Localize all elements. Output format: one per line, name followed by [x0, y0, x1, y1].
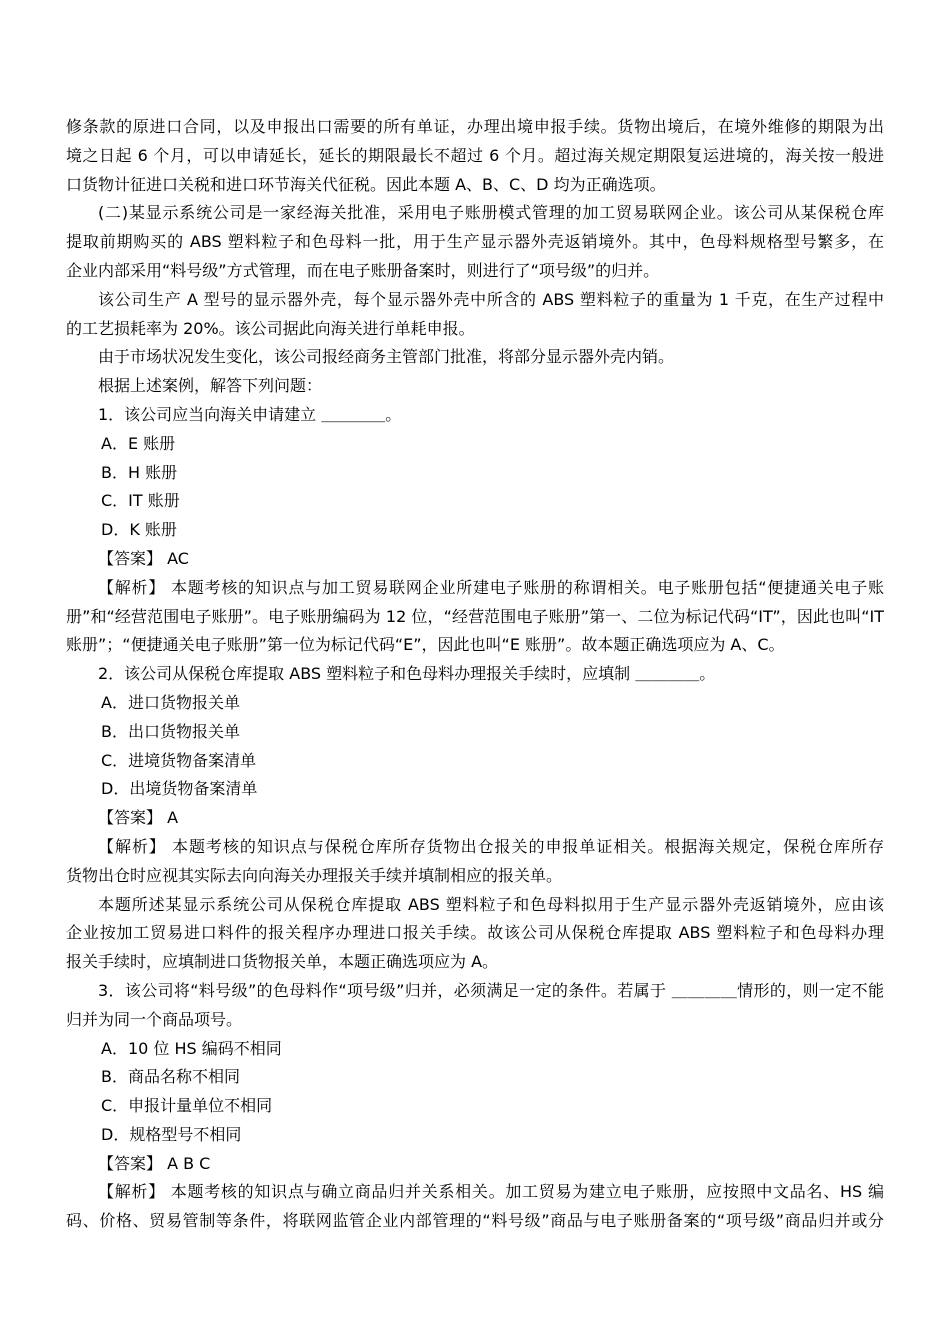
- paragraph-line: 由于市场状况发生变化，该公司报经商务主管部门批准，将部分显示器外壳内销。: [98, 347, 675, 367]
- text-line: 境之日起 6 个月，可以申请延长，延长的期限最长不超过 6 个月。超过海关规定期限复运进境的，海关按一般进: [66, 145, 884, 165]
- option-a: A．10 位 HS 编码不相同: [101, 1038, 282, 1058]
- question-1: 1．该公司应当向海关申请建立 ＿＿＿＿。: [98, 404, 402, 424]
- option-d: D．规格型号不相同: [101, 1124, 242, 1144]
- answer-label: 【答案】 AC: [98, 548, 189, 568]
- option-b: B．商品名称不相同: [101, 1067, 240, 1087]
- text-line: 账册”；“便捷通关电子账册”第一位为标记代码“E”，因此也叫“E 账册”。故本题正确选项应为 A、C。: [66, 635, 785, 655]
- paragraph-first-line: (二)某显示系统公司是一家经海关批准，采用电子账册模式管理的加工贸易联网企业。该公司从某保税仓库: [98, 203, 884, 223]
- paragraph-line: 根据上述案例，解答下列问题：: [98, 376, 323, 396]
- paragraph-first-line: 该公司生产 A 型号的显示器外壳，每个显示器外壳中所含的 ABS 塑料粒子的重量为 1 千克，在生产过程中: [98, 289, 884, 309]
- analysis-text: 【解析】 本题考核的知识点与加工贸易联网企业所建电子账册的称谓相关。电子账册包括“便捷通关电子账: [98, 577, 884, 597]
- text-line: 货物出仓时应视其实际去向向海关办理报关手续并填制相应的报关单。: [66, 865, 563, 885]
- option-b: B．出口货物报关单: [101, 721, 240, 741]
- question-2: 2．该公司从保税仓库提取 ABS 塑料粒子和色母料办理报关手续时，应填制 ＿＿＿＿。: [98, 664, 716, 684]
- text-line: 企业内部采用“料号级”方式管理，而在电子账册备案时，则进行了“项号级”的归并。: [66, 260, 660, 280]
- text-line: 报关手续时，应填制进口货物报关单，本题正确选项应为 A。: [66, 952, 499, 972]
- text-line: 修条款的原进口合同，以及申报出口需要的所有单证，办理出境申报手续。货物出境后，在境外维修的期限为出: [66, 117, 884, 136]
- analysis-text: 【解析】 本题考核的知识点与确立商品归并关系相关。加工贸易为建立电子账册，应按照中文品名、HS 编: [98, 1182, 884, 1202]
- option-d: D．K 账册: [101, 520, 177, 540]
- option-a: A．E 账册: [101, 433, 176, 453]
- answer-label: 【答案】 A B C: [98, 1153, 211, 1173]
- paragraph-first-line: 本题所述某显示系统公司从保税仓库提取 ABS 塑料粒子和色母料拟用于生产显示器外壳返销境外，应由该: [98, 894, 884, 914]
- option-a: A．进口货物报关单: [101, 692, 240, 712]
- document-page: [66, 113, 884, 1236]
- text-line: 归并为同一个商品项号。: [66, 1009, 243, 1029]
- option-c: C．申报计量单位不相同: [101, 1096, 273, 1116]
- text-line: 册”和“经营范围电子账册”。电子账册编码为 12 位，“经营范围电子账册”第一、二位为标记代码“IT”，因此也叫“IT: [66, 606, 884, 626]
- option-b: B．H 账册: [101, 462, 178, 482]
- option-d: D．出境货物备案清单: [101, 779, 258, 799]
- text-line: 的工艺损耗率为 20%。该公司据此向海关进行单耗申报。: [66, 318, 475, 338]
- text-line: 口货物计征进口关税和进口环节海关代征税。因此本题 A、B、C、D 均为正确选项。: [66, 174, 666, 194]
- question-3: 3．该公司将“料号级”的色母料作“项号级”归并，必须满足一定的条件。若属于 ＿＿＿＿情形的，则一定不能: [98, 980, 884, 1000]
- text-line: 码、价格、贸易管制等条件，将联网监管企业内部管理的“料号级”商品与电子账册备案的“项号级”商品归并或分: [66, 1211, 884, 1231]
- analysis-text: 【解析】 本题考核的知识点与保税仓库所存货物出仓报关的申报单证相关。根据海关规定，保税仓库所存: [98, 836, 884, 856]
- option-c: C．IT 账册: [101, 491, 180, 511]
- answer-label: 【答案】 A: [98, 808, 179, 828]
- text-line: 提取前期购买的 ABS 塑料粒子和色母料一批，用于生产显示器外壳返销境外。其中，色母料规格型号繁多，在: [66, 232, 884, 252]
- text-line: 企业按加工贸易进口料件的报关程序办理进口报关手续。故该公司从保税仓库提取 ABS 塑料粒子和色母料办理: [66, 923, 884, 943]
- option-c: C．进境货物备案清单: [101, 750, 257, 770]
